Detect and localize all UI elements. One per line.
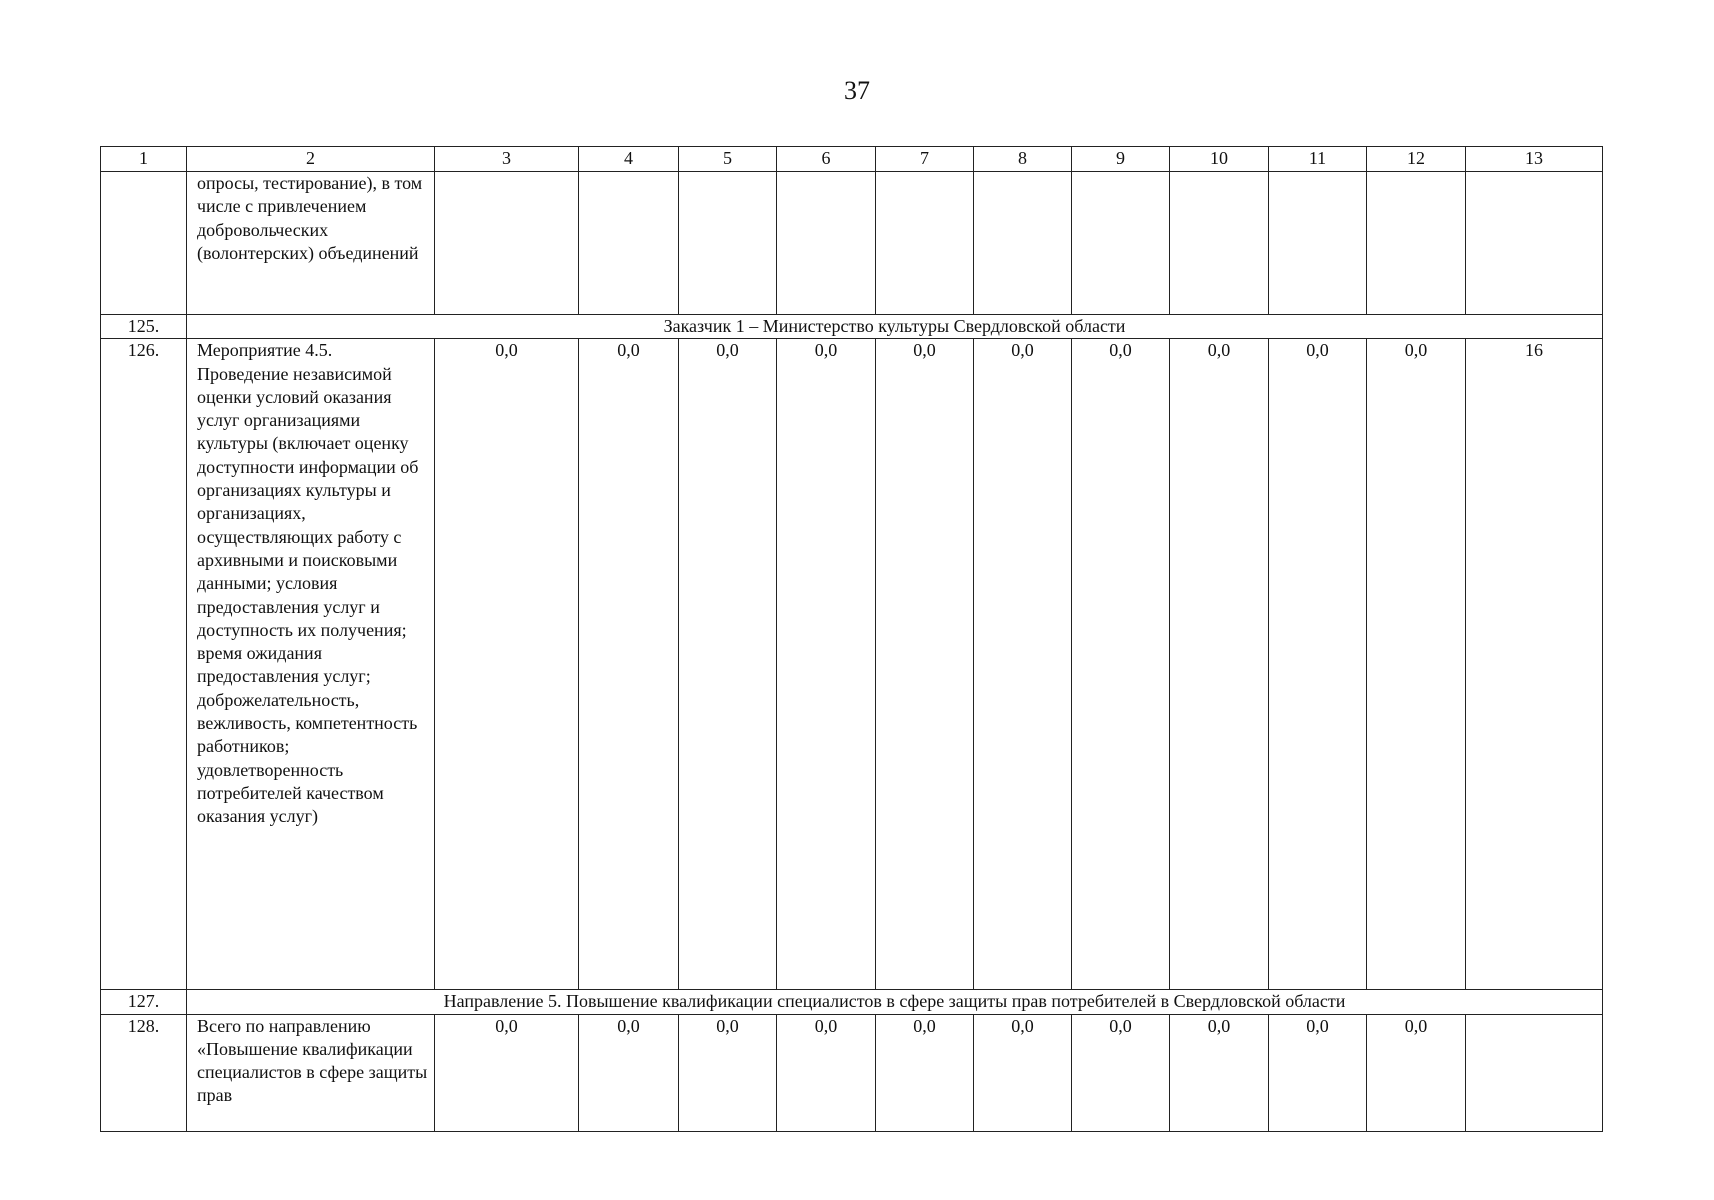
value-cell: 0,0 [974, 339, 1072, 990]
value-cell [579, 172, 679, 315]
table-row [101, 172, 1603, 315]
table-row [101, 1014, 1603, 1131]
row-number: 126. [101, 339, 187, 990]
column-header: 7 [876, 147, 974, 172]
row-number: 127. [101, 990, 187, 1014]
value-cell: 0,0 [1269, 1014, 1367, 1131]
value-cell [1072, 172, 1170, 315]
column-header: 6 [777, 147, 876, 172]
column-header: 5 [679, 147, 777, 172]
value-cell: 0,0 [579, 1014, 679, 1131]
value-cell: 0,0 [435, 1014, 579, 1131]
value-cell [876, 172, 974, 315]
column-header: 4 [579, 147, 679, 172]
column-header: 12 [1367, 147, 1466, 172]
value-cell: 0,0 [777, 339, 876, 990]
value-cell: 0,0 [876, 1014, 974, 1131]
section-row [101, 315, 1603, 339]
value-cell: 0,0 [876, 339, 974, 990]
table-row [101, 339, 1603, 990]
row-description: Мероприятие 4.5. Проведение независимой оценки условий оказания услуг организациями культуры (включает оценку доступности информации об организациях культуры и организациях, осуществляющих работу с архивными и поисковыми данными; условия предоставления услуг и доступность их получения; время ожидания предоставления услуг; доброжелательность, вежливость, компетентность работников; удовлетворенность потребителей качеством оказания услуг) [187, 339, 435, 990]
column-header: 11 [1269, 147, 1367, 172]
section-title: Направление 5. Повышение квалификации специалистов в сфере защиты прав потребителей в Свердловской области [187, 990, 1603, 1014]
column-header: 13 [1466, 147, 1603, 172]
value-cell [974, 172, 1072, 315]
value-cell [679, 172, 777, 315]
value-cell: 0,0 [679, 1014, 777, 1131]
value-cell [777, 172, 876, 315]
budget-table [100, 146, 1603, 1132]
value-cell: 0,0 [1072, 1014, 1170, 1131]
value-cell-last [1466, 1014, 1603, 1131]
page-number: 37 [844, 76, 870, 105]
value-cell [1269, 172, 1367, 315]
section-row [101, 990, 1603, 1014]
value-cell: 0,0 [1269, 339, 1367, 990]
value-cell: 0,0 [679, 339, 777, 990]
column-header: 8 [974, 147, 1072, 172]
section-title: Заказчик 1 – Министерство культуры Свердловской области [187, 315, 1603, 339]
value-cell [435, 172, 579, 315]
column-header: 1 [101, 147, 187, 172]
value-cell [1367, 172, 1466, 315]
value-cell: 0,0 [1072, 339, 1170, 990]
value-cell-last [1466, 172, 1603, 315]
row-number: 128. [101, 1014, 187, 1131]
value-cell: 0,0 [1170, 1014, 1269, 1131]
column-header: 2 [187, 147, 435, 172]
row-number [101, 172, 187, 315]
value-cell: 0,0 [777, 1014, 876, 1131]
row-description: опросы, тестирование), в том числе с привлечением добровольческих (волонтерских) объединений [187, 172, 435, 315]
value-cell: 0,0 [1170, 339, 1269, 990]
column-header: 9 [1072, 147, 1170, 172]
row-description: Всего по направлению «Повышение квалификации специалистов в сфере защиты прав [187, 1014, 435, 1131]
value-cell: 0,0 [1367, 1014, 1466, 1131]
value-cell-last: 16 [1466, 339, 1603, 990]
column-header-row [101, 147, 1603, 172]
value-cell [1170, 172, 1269, 315]
value-cell: 0,0 [1367, 339, 1466, 990]
column-header: 3 [435, 147, 579, 172]
row-number: 125. [101, 315, 187, 339]
value-cell: 0,0 [974, 1014, 1072, 1131]
column-header: 10 [1170, 147, 1269, 172]
value-cell: 0,0 [579, 339, 679, 990]
value-cell: 0,0 [435, 339, 579, 990]
